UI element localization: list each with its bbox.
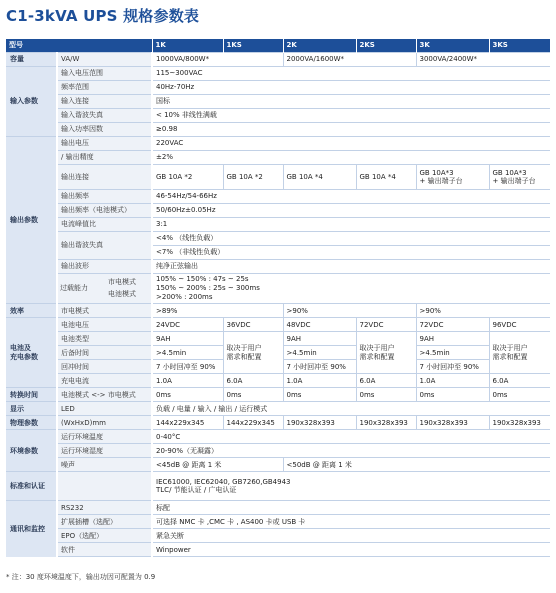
cell-value: GB 10A *2 [152, 165, 223, 190]
table-row [6, 529, 550, 543]
cell-value: 190x328x393 [356, 416, 416, 430]
cell-value: GB 10A*3 + 输出端子台 [416, 165, 489, 190]
cell-value: 46-54Hz/54-66Hz [152, 190, 550, 204]
cell-value: 可选择 NMC 卡 ,CMC 卡 , AS400 卡或 USB 卡 [152, 515, 550, 529]
cell-value: GB 10A*3 + 输出端子台 [489, 165, 550, 190]
table-row [6, 95, 550, 109]
cell-value: 1.0A [283, 374, 356, 388]
row-label: 输出谐波失真 [57, 232, 152, 260]
cell-value: 2000VA/1600W* [283, 53, 416, 67]
cell-value: 24VDC [152, 318, 223, 332]
row-label-empty [57, 472, 152, 501]
model-header: 2K [283, 39, 356, 53]
row-label: 扩展插槽（选配） [57, 515, 152, 529]
table-row [6, 374, 550, 388]
cell-value: 144x229x345 [223, 416, 283, 430]
cell-value: 取决于用户 需求和配置 [489, 332, 550, 374]
footnote: * 注：30 度环境温度下，输出功因可配置为 0.9 [6, 573, 156, 581]
cell-value: GB 10A *4 [283, 165, 356, 190]
cell-value: 9AH [152, 332, 223, 346]
category-label: 输出参数 [6, 137, 57, 304]
row-label: 噪声 [57, 458, 152, 472]
cell-value: 3:1 [152, 218, 550, 232]
cell-value: 紧急关断 [152, 529, 550, 543]
cell-value: < 10% 非线性满载 [152, 109, 550, 123]
cell-value: 标配 [152, 501, 550, 515]
cell-value: GB 10A *2 [223, 165, 283, 190]
table-row [6, 318, 550, 332]
cell-value: <45dB @ 距离 1 米 [152, 458, 283, 472]
table-row [6, 67, 550, 81]
cell-value: 115~300VAC [152, 67, 550, 81]
cell-value: GB 10A *4 [356, 165, 416, 190]
table-row [6, 543, 550, 557]
row-label: 输出频率（电池模式） [57, 204, 152, 218]
cell-value: 96VDC [489, 318, 550, 332]
row-label: 输入电压范围 [57, 67, 152, 81]
category-label: 输入参数 [6, 67, 57, 137]
cell-value: <4% （线性负载） [152, 232, 550, 246]
cell-value: 0ms [489, 388, 550, 402]
table-row [6, 260, 550, 274]
category-label: 效率 [6, 304, 57, 318]
cell-value: 1000VA/800W* [152, 53, 283, 67]
row-label: 电池模式 [108, 290, 136, 299]
model-header: 3K [416, 39, 489, 53]
cell-value: 48VDC [283, 318, 356, 332]
row-label: EPO（选配） [57, 529, 152, 543]
cell-value: 3000VA/2400W* [416, 53, 550, 67]
cell-value: 6.0A [223, 374, 283, 388]
row-label: / 输出精度 [57, 151, 152, 165]
cell-value: Winpower [152, 543, 550, 557]
row-label: 软件 [57, 543, 152, 557]
row-label: 运行环境温度 [57, 430, 152, 444]
category-label: 标准和认证 [6, 472, 57, 501]
table-row [6, 515, 550, 529]
table-row [6, 430, 550, 444]
cell-value: 0ms [356, 388, 416, 402]
page-title: C1-3kVA UPS 规格参数表 [6, 7, 200, 25]
table-row [6, 458, 550, 472]
row-label: 电池类型 [57, 332, 152, 346]
cell-value: 0ms [283, 388, 356, 402]
cell-value: 50/60Hz±0.05Hz [152, 204, 550, 218]
cell-value: 6.0A [356, 374, 416, 388]
table-row [6, 165, 550, 190]
cell-value: >90% [283, 304, 416, 318]
cell-value: 190x328x393 [283, 416, 356, 430]
row-label: RS232 [57, 501, 152, 515]
row-label: 电池模式 <-> 市电模式 [57, 388, 152, 402]
row-label: 过载能力 [60, 284, 88, 293]
spec-table [6, 39, 550, 557]
table-row [6, 501, 550, 515]
cell-value: >89% [152, 304, 283, 318]
table-row [6, 109, 550, 123]
table-row [6, 190, 550, 204]
cell-value: >4.5min [416, 346, 489, 360]
cell-value: 40Hz-70Hz [152, 81, 550, 95]
table-row [6, 232, 550, 246]
cell-value: 190x328x393 [489, 416, 550, 430]
category-label: 转换时间 [6, 388, 57, 402]
table-row [6, 388, 550, 402]
table-row [6, 472, 550, 501]
cell-value: 0ms [416, 388, 489, 402]
cell-value: <50dB @ 距离 1 米 [283, 458, 550, 472]
model-header-label: 型号 [6, 39, 152, 53]
category-label: 容量 [6, 53, 57, 67]
table-row [6, 332, 550, 346]
cell-value: 20-90%（无凝露） [152, 444, 550, 458]
cell-value: >4.5min [152, 346, 223, 360]
cell-value: 105% ~ 150% : 47s ~ 25s 150% ~ 200% : 25s ~ 300ms >200% : 200ms [152, 274, 550, 304]
cell-value: 国标 [152, 95, 550, 109]
cell-value: 220VAC [152, 137, 550, 151]
cell-value: 9AH [283, 332, 356, 346]
row-label: 后备时间 [57, 346, 152, 360]
cell-value: 纯净正弦输出 [152, 260, 550, 274]
cell-value: >4.5min [283, 346, 356, 360]
row-label: 输入连接 [57, 95, 152, 109]
overload-label-group [57, 274, 152, 304]
cell-value: 0ms [223, 388, 283, 402]
table-row [6, 123, 550, 137]
table-row [6, 444, 550, 458]
row-label: (WxHxD)mm [57, 416, 152, 430]
table-row [6, 402, 550, 416]
cell-value: 72VDC [416, 318, 489, 332]
cell-value: 1.0A [152, 374, 223, 388]
cell-value: 负载 / 电量 / 输入 / 输出 / 运行模式 [152, 402, 550, 416]
cell-value: 取决于用户 需求和配置 [223, 332, 283, 374]
row-label: 市电模式 [108, 278, 136, 287]
row-label: 输出频率 [57, 190, 152, 204]
cell-value: 144x229x345 [152, 416, 223, 430]
row-label: 输入谐波失真 [57, 109, 152, 123]
cell-value: ≥0.98 [152, 123, 550, 137]
cell-value: 取决于用户 需求和配置 [356, 332, 416, 374]
row-label: VA/W [57, 53, 152, 67]
row-label: 输入功率因数 [57, 123, 152, 137]
row-label: 输出波形 [57, 260, 152, 274]
category-label: 电池及 充电参数 [6, 318, 57, 388]
cell-value: 6.0A [489, 374, 550, 388]
model-header: 1KS [223, 39, 283, 53]
table-header-row [6, 39, 550, 53]
cell-value: 7 小时回冲至 90% [283, 360, 356, 374]
row-label: 电流峰值比 [57, 218, 152, 232]
table-row [6, 81, 550, 95]
category-label: 物理参数 [6, 416, 57, 430]
row-label: 充电电流 [57, 374, 152, 388]
cell-value: ±2% [152, 151, 550, 165]
row-label: 频率范围 [57, 81, 152, 95]
row-label: 输出连接 [57, 165, 152, 190]
cell-value: <7% （非线性负载） [152, 246, 550, 260]
row-label: 回冲时间 [57, 360, 152, 374]
table-row [6, 304, 550, 318]
row-label: 输出电压 [57, 137, 152, 151]
table-row [6, 204, 550, 218]
cell-value: 7 小时回冲至 90% [152, 360, 223, 374]
category-label: 通讯和监控 [6, 501, 57, 557]
category-label: 显示 [6, 402, 57, 416]
table-row [6, 137, 550, 151]
cell-value: 36VDC [223, 318, 283, 332]
cell-value: 1.0A [416, 374, 489, 388]
model-header: 3KS [489, 39, 550, 53]
row-label: 市电模式 [57, 304, 152, 318]
cell-value: 0ms [152, 388, 223, 402]
cell-value: IEC61000, IEC62040, GB7260,GB4943 TLC/ 节能认证 / 广电认证 [152, 472, 550, 501]
cell-value: 190x328x393 [416, 416, 489, 430]
table-row [6, 53, 550, 67]
model-header: 1K [152, 39, 223, 53]
row-label: 电池电压 [57, 318, 152, 332]
category-label: 环境参数 [6, 430, 57, 472]
row-label: 运行环境湿度 [57, 444, 152, 458]
model-header: 2KS [356, 39, 416, 53]
cell-value: 9AH [416, 332, 489, 346]
cell-value: 72VDC [356, 318, 416, 332]
overload-subtable [58, 277, 151, 301]
cell-value: >90% [416, 304, 550, 318]
cell-value: 0-40°C [152, 430, 550, 444]
table-row [6, 218, 550, 232]
cell-value: 7 小时回冲至 90% [416, 360, 489, 374]
row-label: LED [57, 402, 152, 416]
table-row [6, 151, 550, 165]
table-row [6, 416, 550, 430]
